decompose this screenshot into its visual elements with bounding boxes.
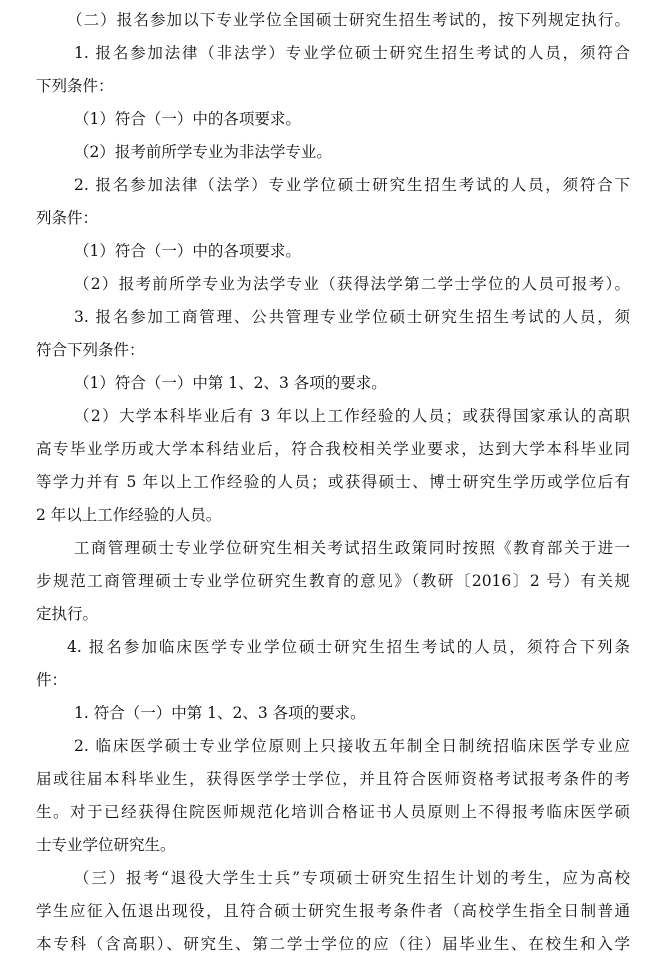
section-three-line: （三）报考“退役大学生士兵”专项硕士研究生招生计划的考生，应为高校: [74, 869, 630, 887]
item-2-condition-2: （2）报考前所学专业为法学专业（获得法学第二学士学位的人员可报考）。: [74, 275, 630, 293]
item-4-condition-1: 1. 符合（一）中第 1、2、3 各项的要求。: [74, 704, 366, 722]
item-3-condition-2-line: （2）大学本科毕业后有 3 年以上工作经验的人员；或获得国家承认的高职: [74, 407, 630, 425]
item-3-condition-1: （1）符合（一）中第 1、2、3 各项的要求。: [74, 374, 387, 392]
item-4-condition-2-line: 生。对于已经获得住院医师规范化培训合格证书人员原则上不得报考临床医学硕: [36, 803, 630, 821]
item-3-line-2: 符合下列条件：: [36, 341, 145, 359]
section-three-line: 本专科（含高职）、研究生、第二学士学位的应（往）届毕业生、在校生和入学: [36, 935, 630, 953]
item-4-condition-2-line: 届或往届本科毕业生，获得医学学士学位，并且符合医师资格考试报考条件的考: [36, 770, 630, 788]
item-1-condition-2: （2）报考前所学专业为非法学专业。: [74, 143, 332, 161]
item-3-note-line: 步规范工商管理硕士专业学位研究生教育的意见》（教研〔2016〕2 号）有关规: [36, 572, 630, 590]
item-4-condition-2-line: 2. 临床医学硕士专业学位原则上只接收五年制全日制统招临床医学专业应: [74, 737, 630, 755]
item-3-note-line: 工商管理硕士专业学位研究生相关考试招生政策同时按照《教育部关于进一: [74, 539, 630, 557]
item-3-condition-2-line: 高专毕业学历或大学本科结业后，符合我校相关学业要求，达到大学本科毕业同: [36, 440, 630, 458]
item-3-condition-2-line: 2 年以上工作经验的人员。: [36, 506, 222, 524]
item-3-line-1: 3. 报名参加工商管理、公共管理专业学位硕士研究生招生考试的人员，须: [74, 308, 630, 326]
item-2-line-1: 2. 报名参加法律（法学）专业学位硕士研究生招生考试的人员，须符合下: [74, 176, 630, 194]
item-1-line-2: 下列条件：: [36, 77, 114, 95]
item-3-note-line: 定执行。: [36, 605, 99, 623]
item-4-line-2: 件：: [36, 671, 68, 689]
section-three-line: 学生应征入伍退出现役，且符合硕士研究生报考条件者（高校学生指全日制普通: [36, 902, 630, 920]
item-1-line-1: 1. 报名参加法律（非法学）专业学位硕士研究生招生考试的人员，须符合: [74, 44, 630, 62]
section-two-heading: （二）报名参加以下专业学位全国硕士研究生招生考试的，按下列规定执行。: [67, 11, 630, 29]
item-4-condition-2-line: 士专业学位研究生。: [36, 836, 176, 854]
item-2-condition-1: （1）符合（一）中的各项要求。: [74, 242, 301, 260]
item-1-condition-1: （1）符合（一）中的各项要求。: [74, 110, 301, 128]
item-3-condition-2-line: 等学力并有 5 年以上工作经验的人员；或获得硕士、博士研究生学历或学位后有: [36, 473, 630, 491]
item-2-line-2: 列条件：: [36, 209, 99, 227]
item-4-line-1: 4. 报名参加临床医学专业学位硕士研究生招生考试的人员，须符合下列条: [67, 638, 630, 656]
